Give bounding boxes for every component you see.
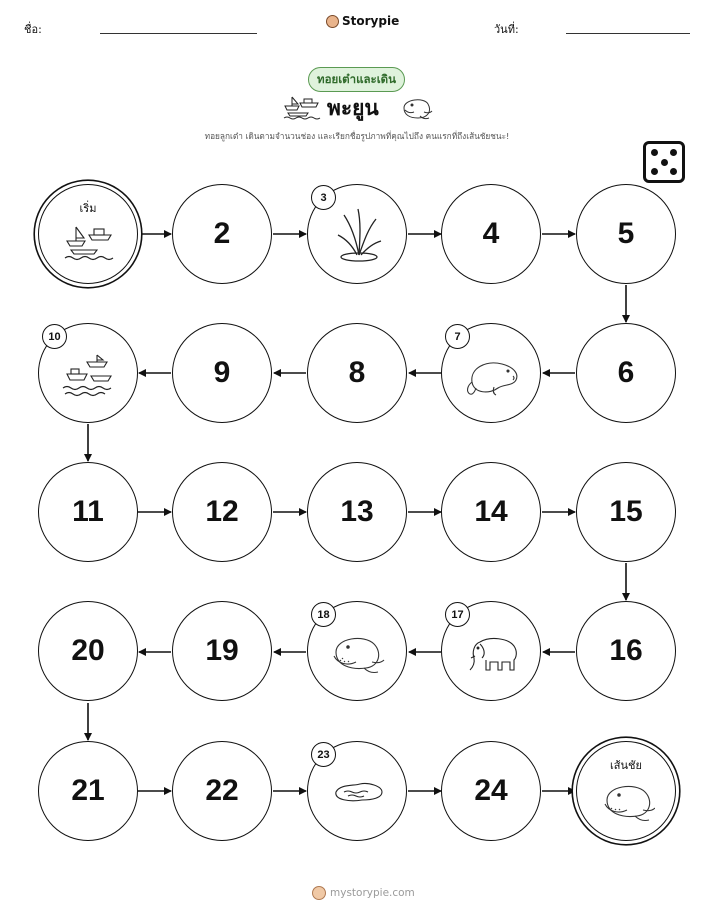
storypie-logo-icon bbox=[312, 886, 326, 900]
board-space-3[interactable] bbox=[307, 184, 407, 284]
space-badge: 3 bbox=[311, 185, 336, 210]
board-space-14[interactable] bbox=[441, 462, 541, 562]
footer-url[interactable]: mystorypie.com bbox=[330, 887, 415, 899]
board-space-13[interactable] bbox=[307, 462, 407, 562]
page-title: พะยูน bbox=[327, 96, 379, 120]
board-space-22[interactable] bbox=[172, 741, 272, 841]
board-space-20[interactable] bbox=[38, 601, 138, 701]
space-number: 21 bbox=[71, 774, 105, 807]
space-number: 4 bbox=[482, 217, 500, 250]
board-space-8[interactable] bbox=[307, 323, 407, 423]
boats-icon bbox=[63, 221, 115, 261]
board-space-2[interactable] bbox=[172, 184, 272, 284]
space-badge: 10 bbox=[42, 324, 67, 349]
board-space-4[interactable] bbox=[441, 184, 541, 284]
space-number: 2 bbox=[213, 217, 231, 250]
board-space-23[interactable] bbox=[307, 741, 407, 841]
space-badge: 23 bbox=[311, 742, 336, 767]
space-number: 15 bbox=[609, 495, 643, 528]
board-space-5[interactable] bbox=[576, 184, 676, 284]
dugong-face-icon bbox=[330, 630, 386, 676]
boats-icon bbox=[61, 354, 117, 398]
brand-name: Storypie bbox=[342, 14, 400, 28]
board-space-15[interactable] bbox=[576, 462, 676, 562]
footer bbox=[312, 886, 415, 900]
space-badge: 7 bbox=[445, 324, 470, 349]
space-number: 8 bbox=[348, 356, 366, 389]
space-number: 12 bbox=[205, 495, 239, 528]
manatee-icon bbox=[464, 354, 522, 398]
space-number: 20 bbox=[71, 634, 105, 667]
space-number: 13 bbox=[340, 495, 374, 528]
game-tag: ทอยเต๋าและเดิน bbox=[308, 67, 405, 92]
space-number: 5 bbox=[617, 217, 635, 250]
board-space-finish[interactable] bbox=[576, 741, 676, 841]
start-label: เริ่ม bbox=[79, 202, 97, 215]
space-number: 14 bbox=[474, 495, 508, 528]
board-space-17[interactable] bbox=[441, 601, 541, 701]
board-space-19[interactable] bbox=[172, 601, 272, 701]
space-badge: 17 bbox=[445, 602, 470, 627]
space-number: 9 bbox=[213, 356, 231, 389]
date-label: วันที่: bbox=[494, 23, 519, 36]
board-space-start[interactable] bbox=[38, 184, 138, 284]
space-number: 16 bbox=[609, 634, 643, 667]
board-space-12[interactable] bbox=[172, 462, 272, 562]
space-badge: 18 bbox=[311, 602, 336, 627]
finish-label: เส้นชัย bbox=[610, 759, 642, 772]
space-number: 24 bbox=[474, 774, 508, 807]
space-number: 6 bbox=[617, 356, 635, 389]
instructions: ทอยลูกเต๋า เดินตามจำนวนช่อง และเรียกชื่อรูปภาพที่คุณไปถึง คนแรกที่ถึงเส้นชัยชนะ! bbox=[204, 131, 510, 141]
board-space-18[interactable] bbox=[307, 601, 407, 701]
board-space-9[interactable] bbox=[172, 323, 272, 423]
water-puddle-icon bbox=[332, 780, 386, 806]
board-space-7[interactable] bbox=[441, 323, 541, 423]
elephant-icon bbox=[466, 634, 520, 674]
space-number: 19 bbox=[205, 634, 239, 667]
board-space-24[interactable] bbox=[441, 741, 541, 841]
board-space-21[interactable] bbox=[38, 741, 138, 841]
dugong-face-icon bbox=[601, 780, 655, 824]
name-label: ชื่อ: bbox=[24, 23, 42, 36]
space-number: 22 bbox=[205, 774, 239, 807]
seagrass-icon bbox=[334, 205, 384, 263]
board-space-16[interactable] bbox=[576, 601, 676, 701]
board-space-6[interactable] bbox=[576, 323, 676, 423]
board-space-11[interactable] bbox=[38, 462, 138, 562]
space-number: 11 bbox=[72, 495, 104, 528]
board-space-10[interactable] bbox=[38, 323, 138, 423]
